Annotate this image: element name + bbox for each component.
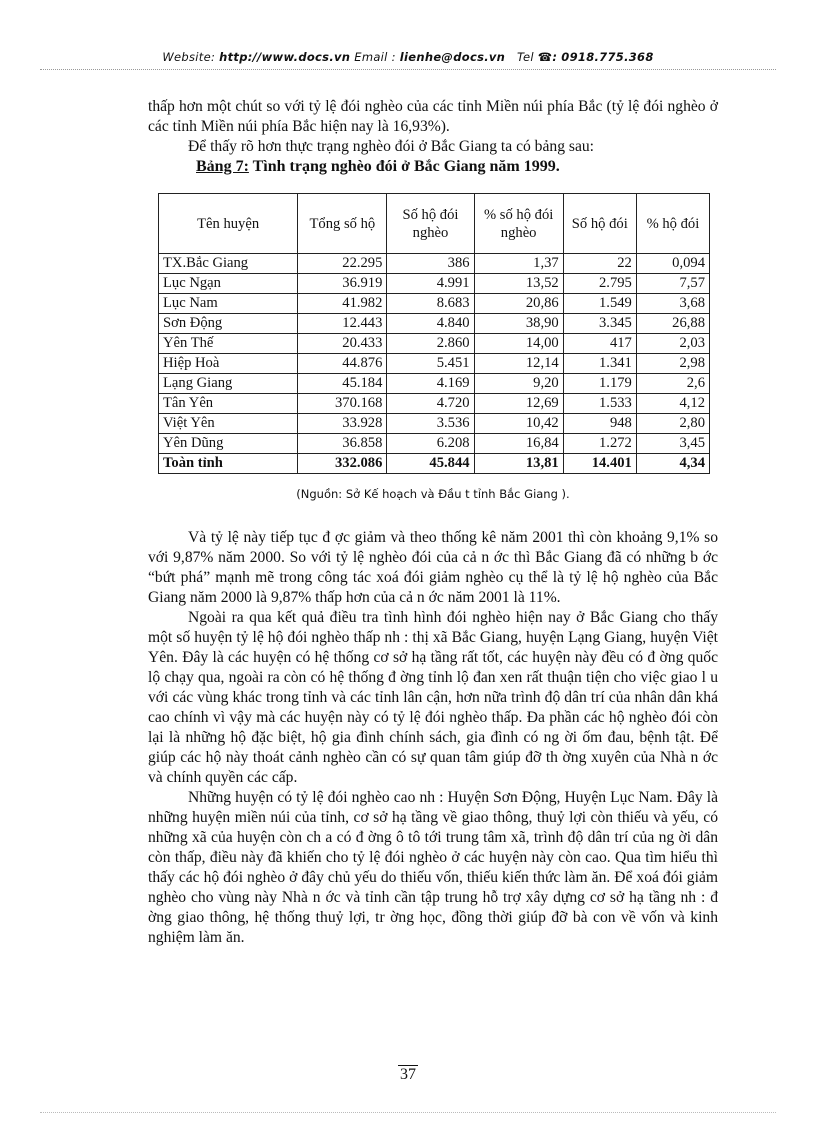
poverty-table (158, 193, 710, 474)
cell-hungry-households: 1.341 (563, 354, 636, 374)
header-divider (40, 69, 776, 70)
cell-hungry-households: 14.401 (563, 454, 636, 474)
cell-district: Lục Nam (159, 294, 298, 314)
page-number-value: 37 (400, 1066, 416, 1083)
page-number (0, 1066, 816, 1084)
website-link[interactable]: http://www.docs.vn (219, 50, 351, 64)
cell-hungry-percent: 7,57 (636, 274, 709, 294)
tel-number: 0918.775.368 (561, 50, 654, 64)
cell-poor-percent: 9,20 (474, 374, 563, 394)
cell-total-households: 33.928 (298, 414, 387, 434)
cell-total-households: 332.086 (298, 454, 387, 474)
table-title-text: Tình trạng nghèo đói ở Bắc Giang năm 1999. (248, 158, 560, 175)
email-link[interactable]: lienhe@docs.vn (399, 50, 506, 64)
cell-poor-percent: 10,42 (474, 414, 563, 434)
cell-hungry-percent: 2,80 (636, 414, 709, 434)
cell-poor-percent: 14,00 (474, 334, 563, 354)
cell-district: TX.Bắc Giang (159, 254, 298, 274)
paragraph: Những huyện có tỷ lệ đói nghèo cao nh : Huyện Sơn Động, Huyện Lục Nam. Đây là những huyện miền núi của tỉnh, cơ sở hạ tầng về giao thông, thuỷ lợi còn thiếu và yếu, có những xã của huyện còn ch a có đ ờng ô tô tới trung tâm xã, trình độ dân trí của ng ời dân còn thấp, điều này đã khiến cho tỷ lệ đói nghèo ở các huyện này còn cao. Qua tìm hiểu thì thấy các hộ đói nghèo ở đây chủ yếu do thiếu vốn, thiếu kiến thức làm ăn. Để xoá đói giảm nghèo cho vùng này Nhà n ớc và tỉnh cần tập trung hỗ trợ xây dựng cơ sở hạ tầng nh : đ ờng giao thông, hệ thống thuỷ lợi, tr ờng học, đồng thời giúp đỡ bà con về vốn và kinh nghiệm làm ăn. (148, 789, 718, 946)
website-label: Website: (162, 50, 216, 64)
cell-poor-households: 4.169 (387, 374, 474, 394)
cell-total-households: 36.858 (298, 434, 387, 454)
cell-hungry-percent: 2,03 (636, 334, 709, 354)
cell-total-households: 41.982 (298, 294, 387, 314)
cell-hungry-percent: 4,12 (636, 394, 709, 414)
table-source-note: (Nguồn: Sở Kế hoạch và Đầu t tỉnh Bắc Giang ). (296, 487, 570, 501)
body-text (148, 528, 718, 948)
cell-hungry-households: 1.533 (563, 394, 636, 414)
table-row (159, 354, 710, 374)
cell-hungry-households: 948 (563, 414, 636, 434)
table-row (159, 394, 710, 414)
cell-hungry-households: 417 (563, 334, 636, 354)
cell-poor-households: 4.840 (387, 314, 474, 334)
table-row (159, 314, 710, 334)
table-row (159, 254, 710, 274)
col-header: % hộ đói (636, 194, 709, 254)
table-row (159, 434, 710, 454)
cell-total-households: 44.876 (298, 354, 387, 374)
cell-hungry-percent: 3,68 (636, 294, 709, 314)
cell-hungry-percent: 4,34 (636, 454, 709, 474)
page-header (0, 50, 816, 64)
phone-icon: ☎: (537, 50, 558, 64)
cell-district: Yên Thế (159, 334, 298, 354)
table-title-label: Bảng 7: (196, 158, 249, 175)
cell-total-households: 22.295 (298, 254, 387, 274)
cell-poor-households: 4.991 (387, 274, 474, 294)
cell-hungry-households: 22 (563, 254, 636, 274)
col-header: Số hộ đói nghèo (387, 194, 474, 254)
cell-hungry-percent: 3,45 (636, 434, 709, 454)
cell-poor-percent: 13,81 (474, 454, 563, 474)
cell-district: Việt Yên (159, 414, 298, 434)
cell-total-households: 20.433 (298, 334, 387, 354)
cell-district: Lục Ngạn (159, 274, 298, 294)
table-row (159, 334, 710, 354)
table-row (159, 414, 710, 434)
table-title (196, 157, 718, 177)
paragraph: Ngoài ra qua kết quả điều tra tình hình đói nghèo hiện nay ở Bắc Giang cho thấy một số huyện tỷ lệ hộ đói nghèo thấp nh : thị xã Bắc Giang, huyện Lạng Giang, huyện Việt Yên. Đây là các huyện có hệ thống cơ sở hạ tầng rất tốt, các huyện này đều có đ ờng quốc lộ chạy qua, ngoài ra còn có hệ thống đ ờng tỉnh lộ đan xen rất thuận tiện cho việc giao l u với các vùng khác trong tỉnh và các tỉnh lân cận, hơn nữa trình độ dân trí của nhân dân khá cao chính vì vậy mà các huyện này có tỷ lệ đói nghèo thấp. Đa phần các hộ nghèo đói còn lại là những hộ đặc biệt, hộ gia đình chính sách, gia đình có ng ời ốm đau, bệnh tật. Để giúp các hộ này thoát cảnh nghèo cần có sự quan tâm giúp đỡ th ờng xuyên của Nhà n ớc và chính quyền các cấp. (148, 609, 718, 786)
cell-district: Yên Dũng (159, 434, 298, 454)
cell-poor-households: 8.683 (387, 294, 474, 314)
cell-hungry-households: 1.272 (563, 434, 636, 454)
cell-district: Lạng Giang (159, 374, 298, 394)
cell-poor-percent: 16,84 (474, 434, 563, 454)
cell-poor-percent: 20,86 (474, 294, 563, 314)
cell-hungry-households: 3.345 (563, 314, 636, 334)
cell-poor-percent: 1,37 (474, 254, 563, 274)
table-row (159, 274, 710, 294)
cell-hungry-households: 1.179 (563, 374, 636, 394)
cell-district: Tân Yên (159, 394, 298, 414)
table-row (159, 294, 710, 314)
cell-poor-households: 4.720 (387, 394, 474, 414)
cell-poor-households: 5.451 (387, 354, 474, 374)
col-header: % số hộ đói nghèo (474, 194, 563, 254)
cell-poor-percent: 38,90 (474, 314, 563, 334)
cell-hungry-percent: 2,6 (636, 374, 709, 394)
col-header: Tên huyện (159, 194, 298, 254)
intro-block (148, 97, 718, 177)
cell-poor-households: 2.860 (387, 334, 474, 354)
cell-total-households: 370.168 (298, 394, 387, 414)
cell-total-households: 12.443 (298, 314, 387, 334)
cell-poor-households: 386 (387, 254, 474, 274)
cell-poor-households: 45.844 (387, 454, 474, 474)
cell-hungry-households: 1.549 (563, 294, 636, 314)
table-row (159, 374, 710, 394)
cell-poor-percent: 12,14 (474, 354, 563, 374)
cell-total-households: 36.919 (298, 274, 387, 294)
cell-poor-percent: 13,52 (474, 274, 563, 294)
table-header-row (159, 194, 710, 254)
cell-hungry-households: 2.795 (563, 274, 636, 294)
col-header: Tổng số hộ (298, 194, 387, 254)
paragraph: Và tỷ lệ này tiếp tục đ ợc giảm và theo thống kê năm 2001 thì còn khoảng 9,1% so với 9,87% năm 2000. So với tỷ lệ nghèo đói của cả n ớc thì Bắc Giang đã có những b ớc “bứt phá” mạnh mẽ trong công tác xoá đói giảm nghèo cụ thể là tỷ lệ hộ nghèo của Bắc Giang năm 2000 là 9,87% thấp hơn của cả n ớc năm 2001 là 11%. (148, 529, 718, 606)
cell-total-label: Toàn tỉnh (159, 454, 298, 474)
cell-poor-percent: 12,69 (474, 394, 563, 414)
cell-district: Hiệp Hoà (159, 354, 298, 374)
cell-district: Sơn Động (159, 314, 298, 334)
footer-divider (40, 1112, 776, 1113)
cell-poor-households: 6.208 (387, 434, 474, 454)
cell-poor-households: 3.536 (387, 414, 474, 434)
email-label: Email : (354, 50, 396, 64)
table-body (159, 254, 710, 474)
cell-hungry-percent: 0,094 (636, 254, 709, 274)
col-header: Số hộ đói (563, 194, 636, 254)
cell-hungry-percent: 26,88 (636, 314, 709, 334)
table-total-row (159, 454, 710, 474)
intro-lead: Để thấy rõ hơn thực trạng nghèo đói ở Bắc Giang ta có bảng sau: (188, 138, 595, 155)
intro-paragraph: thấp hơn một chút so với tỷ lệ đói nghèo của các tỉnh Miền núi phía Bắc (tỷ lệ đói nghèo ở các tỉnh Miền núi phía Bắc hiện nay là 16,93%). (148, 98, 718, 135)
tel-label: Tel (517, 50, 534, 64)
cell-total-households: 45.184 (298, 374, 387, 394)
cell-hungry-percent: 2,98 (636, 354, 709, 374)
